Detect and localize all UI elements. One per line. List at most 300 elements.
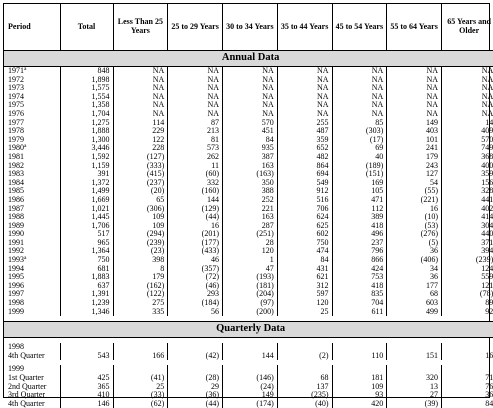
value-cell: (204) <box>223 290 278 299</box>
value-cell: NA <box>168 84 223 93</box>
period-label: 1993 <box>8 255 24 264</box>
value-cell: (201) <box>168 230 223 239</box>
col-header-45-54: 45 to 54 Years <box>332 4 387 51</box>
value-cell: 81 <box>168 136 223 145</box>
footnote-marker: a <box>24 255 26 261</box>
value-cell: 179 <box>387 153 442 162</box>
value-cell: 848 <box>60 67 113 76</box>
value-cell: 120 <box>223 247 278 256</box>
value-cell: NA <box>277 110 332 119</box>
value-cell: 65 <box>113 196 168 205</box>
value-cell: 169 <box>332 179 387 188</box>
table-row <box>4 247 493 256</box>
value-cell: (239) <box>442 256 493 265</box>
value-cell: 451 <box>223 127 278 136</box>
value-cell: 359 <box>277 136 332 145</box>
table-row <box>4 265 493 274</box>
value-cell: 16 <box>387 205 442 214</box>
header-row <box>4 4 493 51</box>
value-cell: 11 <box>168 162 223 171</box>
period-label: 1976 <box>8 109 24 118</box>
value-cell: (24) <box>223 383 278 392</box>
value-cell: NA <box>387 84 442 93</box>
value-cell: 704 <box>332 299 387 308</box>
value-cell: 85 <box>332 119 387 128</box>
value-cell: 122 <box>113 136 168 145</box>
value-cell: 359 <box>442 170 493 179</box>
value-cell: (415) <box>113 170 168 179</box>
value-cell: 559 <box>442 273 493 282</box>
value-cell: 410 <box>60 391 113 400</box>
value-cell: (221) <box>387 196 442 205</box>
value-cell: 440 <box>442 230 493 239</box>
value-cell: 14 <box>442 119 493 128</box>
value-cell: (23) <box>113 247 168 256</box>
value-cell: 1,358 <box>60 101 113 110</box>
value-cell: 753 <box>332 273 387 282</box>
table-row <box>4 282 493 291</box>
table-row <box>4 170 493 179</box>
value-cell: 602 <box>277 230 332 239</box>
value-cell: 25 <box>113 383 168 392</box>
value-cell: 1,445 <box>60 213 113 222</box>
table-row <box>4 93 493 102</box>
value-cell: NA <box>332 93 387 102</box>
table-row <box>4 136 493 145</box>
table-row <box>4 127 493 136</box>
value-cell: 368 <box>442 153 493 162</box>
value-cell: 16 <box>168 222 223 231</box>
period-label: 2nd Quarter <box>8 382 46 391</box>
value-cell: 84 <box>223 136 278 145</box>
value-cell: 597 <box>277 290 332 299</box>
value-cell: (62) <box>113 400 168 408</box>
value-cell: (46) <box>168 282 223 291</box>
value-cell: NA <box>442 84 493 93</box>
value-cell: 750 <box>277 239 332 248</box>
value-cell: (20) <box>113 187 168 196</box>
value-cell: NA <box>277 67 332 76</box>
value-cell: 1,372 <box>60 179 113 188</box>
value-cell: 151 <box>387 352 442 361</box>
value-cell: 1,364 <box>60 247 113 256</box>
period-label: 1992 <box>8 246 24 255</box>
period-label: 1996 <box>8 281 24 290</box>
value-cell: NA <box>387 110 442 119</box>
value-cell: (200) <box>223 308 278 317</box>
value-cell: (177) <box>168 239 223 248</box>
value-cell: (33) <box>113 391 168 400</box>
value-cell: 68 <box>277 374 332 383</box>
table-row <box>4 67 493 76</box>
value-cell: 625 <box>277 222 332 231</box>
value-cell: 543 <box>60 352 113 361</box>
homeownership-table <box>4 4 493 408</box>
value-cell: 866 <box>332 256 387 265</box>
value-cell: 1,346 <box>60 308 113 317</box>
value-cell: 409 <box>442 127 493 136</box>
period-label: 1973 <box>8 83 24 92</box>
footnote-marker: a <box>24 143 26 149</box>
value-cell: (237) <box>113 179 168 188</box>
value-cell: 1,883 <box>60 273 113 282</box>
value-cell: (2) <box>277 352 332 361</box>
value-cell: 418 <box>332 222 387 231</box>
value-cell: 68 <box>387 290 442 299</box>
value-cell: 36 <box>387 273 442 282</box>
col-header-25-29: 25 to 29 Years <box>168 4 223 51</box>
value-cell: 1,706 <box>60 222 113 231</box>
value-cell: 255 <box>277 119 332 128</box>
value-cell: NA <box>113 110 168 119</box>
value-cell: 241 <box>387 144 442 153</box>
value-cell: 403 <box>387 127 442 136</box>
period-label: 1990 <box>8 229 24 238</box>
value-cell: 87 <box>168 119 223 128</box>
value-cell: (10) <box>387 213 442 222</box>
table-row <box>4 383 493 392</box>
table-row <box>4 239 493 248</box>
value-cell: 499 <box>387 308 442 317</box>
col-header-65-plus: 65 Years and Older <box>442 4 493 51</box>
value-cell: 304 <box>442 222 493 231</box>
period-label: 1983 <box>8 169 24 178</box>
value-cell: (28) <box>168 374 223 383</box>
value-cell: (129) <box>168 205 223 214</box>
value-cell: 624 <box>277 213 332 222</box>
value-cell: 114 <box>113 119 168 128</box>
value-cell: (303) <box>332 127 387 136</box>
quarter-year-label: 1998 <box>4 343 60 352</box>
value-cell: 1,499 <box>60 187 113 196</box>
value-cell: 101 <box>387 136 442 145</box>
value-cell: 144 <box>168 196 223 205</box>
value-cell: 517 <box>60 230 113 239</box>
value-cell: (55) <box>387 187 442 196</box>
annual-section-title: Annual Data <box>4 51 493 67</box>
value-cell: NA <box>223 93 278 102</box>
value-cell: (60) <box>168 170 223 179</box>
value-cell: 46 <box>168 256 223 265</box>
table-row <box>4 400 493 408</box>
period-label: 1974 <box>8 92 24 101</box>
quarter-year-label: 1999 <box>4 365 60 374</box>
value-cell: 749 <box>442 144 493 153</box>
value-cell: (189) <box>332 162 387 171</box>
value-cell: NA <box>113 67 168 76</box>
value-cell: 1,592 <box>60 153 113 162</box>
value-cell: 1,300 <box>60 136 113 145</box>
col-header-55-64: 55 to 64 Years <box>387 4 442 51</box>
value-cell: (306) <box>113 205 168 214</box>
value-cell: NA <box>113 84 168 93</box>
value-cell: 146 <box>60 400 113 408</box>
value-cell: 293 <box>168 290 223 299</box>
table-row <box>4 119 493 128</box>
period-label: 1999 <box>8 307 24 316</box>
value-cell: (294) <box>113 230 168 239</box>
value-cell: 320 <box>387 374 442 383</box>
value-cell: NA <box>277 84 332 93</box>
table-row <box>4 352 493 361</box>
period-label: 1980 <box>8 143 24 152</box>
value-cell: 388 <box>223 187 278 196</box>
value-cell: 109 <box>113 222 168 231</box>
table-row <box>4 84 493 93</box>
value-cell: 228 <box>113 144 168 153</box>
value-cell: NA <box>332 84 387 93</box>
value-cell: 71 <box>442 374 493 383</box>
value-cell: 221 <box>223 205 278 214</box>
period-label: 1982 <box>8 161 24 170</box>
value-cell: 237 <box>332 239 387 248</box>
quarter-year-row <box>4 343 493 352</box>
value-cell: 394 <box>442 247 493 256</box>
period-label: 1991 <box>8 238 24 247</box>
table-row <box>4 153 493 162</box>
value-cell: NA <box>277 93 332 102</box>
value-cell: NA <box>332 76 387 85</box>
value-cell: 25 <box>277 308 332 317</box>
table-row <box>4 391 493 400</box>
period-label: 1977 <box>8 118 24 127</box>
value-cell: (181) <box>223 282 278 291</box>
period-label: 1986 <box>8 195 24 204</box>
value-cell: 149 <box>387 119 442 128</box>
table-row <box>4 299 493 308</box>
value-cell: 1,239 <box>60 299 113 308</box>
col-header-total: Total <box>60 4 113 51</box>
value-cell: 8 <box>113 265 168 274</box>
table-row <box>4 162 493 171</box>
value-cell: 144 <box>223 352 278 361</box>
value-cell: (44) <box>168 213 223 222</box>
value-cell: 420 <box>332 400 387 408</box>
value-cell: 92 <box>442 308 493 317</box>
value-cell: 127 <box>387 170 442 179</box>
value-cell: (5) <box>387 239 442 248</box>
value-cell: 109 <box>113 213 168 222</box>
period-label: 1971 <box>8 66 24 75</box>
value-cell: (433) <box>168 247 223 256</box>
period-label: 1988 <box>8 212 24 221</box>
value-cell: NA <box>113 101 168 110</box>
value-cell: (44) <box>168 400 223 408</box>
value-cell: (39) <box>387 400 442 408</box>
value-cell: 935 <box>223 144 278 153</box>
value-cell: 34 <box>387 265 442 274</box>
value-cell: 431 <box>277 265 332 274</box>
value-cell: (17) <box>332 136 387 145</box>
col-header-30-34: 30 to 34 Years <box>223 4 278 51</box>
value-cell: 1,391 <box>60 290 113 299</box>
value-cell: (162) <box>113 282 168 291</box>
value-cell: (127) <box>113 153 168 162</box>
value-cell: (357) <box>168 265 223 274</box>
value-cell: 835 <box>332 290 387 299</box>
value-cell: (151) <box>332 170 387 179</box>
value-cell: 328 <box>442 187 493 196</box>
value-cell: 496 <box>332 230 387 239</box>
value-cell: (276) <box>387 230 442 239</box>
value-cell: 40 <box>332 153 387 162</box>
value-cell: 109 <box>332 383 387 392</box>
value-cell: (235) <box>277 391 332 400</box>
value-cell: 124 <box>442 265 493 274</box>
annual-rows <box>4 67 493 322</box>
value-cell: 796 <box>332 247 387 256</box>
value-cell: 1,554 <box>60 93 113 102</box>
value-cell: 570 <box>442 136 493 145</box>
value-cell: (333) <box>113 162 168 171</box>
value-cell: NA <box>332 101 387 110</box>
period-cell <box>4 352 60 361</box>
value-cell: (239) <box>113 239 168 248</box>
value-cell: 36 <box>387 247 442 256</box>
period-label: 1985 <box>8 186 24 195</box>
value-cell: 163 <box>223 213 278 222</box>
col-header-35-44: 35 to 44 Years <box>277 4 332 51</box>
value-cell: 29 <box>168 383 223 392</box>
period-label: 1981 <box>8 152 24 161</box>
value-cell: 177 <box>387 282 442 291</box>
value-cell: 418 <box>332 282 387 291</box>
value-cell: NA <box>277 101 332 110</box>
value-cell: 573 <box>168 144 223 153</box>
value-cell: 121 <box>442 282 493 291</box>
value-cell: NA <box>168 101 223 110</box>
period-label: 1975 <box>8 100 24 109</box>
quarterly-section-title: Quarterly Data <box>4 322 493 338</box>
value-cell: 1,704 <box>60 110 113 119</box>
value-cell: 3,446 <box>60 144 113 153</box>
value-cell: 414 <box>442 213 493 222</box>
value-cell: 425 <box>60 374 113 383</box>
table-row <box>4 374 493 383</box>
value-cell: 400 <box>442 162 493 171</box>
value-cell: NA <box>168 110 223 119</box>
value-cell: 474 <box>277 247 332 256</box>
value-cell: 181 <box>332 374 387 383</box>
value-cell: 36 <box>442 391 493 400</box>
table-row <box>4 101 493 110</box>
period-label: 1979 <box>8 135 24 144</box>
value-cell: 163 <box>223 162 278 171</box>
value-cell: 681 <box>60 265 113 274</box>
value-cell: (163) <box>223 170 278 179</box>
value-cell: 912 <box>277 187 332 196</box>
value-cell: NA <box>168 93 223 102</box>
value-cell: 56 <box>168 308 223 317</box>
value-cell: NA <box>223 84 278 93</box>
table-row <box>4 230 493 239</box>
value-cell: 149 <box>223 391 278 400</box>
value-cell: 110 <box>332 352 387 361</box>
value-cell: 864 <box>277 162 332 171</box>
period-label: 1984 <box>8 178 24 187</box>
value-cell: NA <box>387 67 442 76</box>
value-cell: NA <box>277 76 332 85</box>
value-cell: 487 <box>277 127 332 136</box>
table-row <box>4 256 493 265</box>
period-cell <box>4 400 60 408</box>
value-cell: 1,575 <box>60 84 113 93</box>
value-cell: (406) <box>387 256 442 265</box>
value-cell: 1,669 <box>60 196 113 205</box>
value-cell: 389 <box>332 213 387 222</box>
value-cell: NA <box>442 110 493 119</box>
value-cell: 252 <box>223 196 278 205</box>
quarterly-rows <box>4 338 493 408</box>
value-cell: 287 <box>223 222 278 231</box>
value-cell: 84 <box>277 256 332 265</box>
value-cell: NA <box>168 67 223 76</box>
value-cell: (122) <box>113 290 168 299</box>
period-label: 1972 <box>8 75 24 84</box>
col-header-period: Period <box>4 4 60 51</box>
period-label: 3rd Quarter <box>8 390 45 399</box>
value-cell: NA <box>223 67 278 76</box>
value-cell: 84 <box>442 400 493 408</box>
value-cell: (193) <box>223 273 278 282</box>
value-cell: 637 <box>60 282 113 291</box>
value-cell: (97) <box>223 299 278 308</box>
value-cell: (36) <box>168 391 223 400</box>
value-cell: 262 <box>168 153 223 162</box>
value-cell: 76 <box>442 383 493 392</box>
value-cell: NA <box>442 76 493 85</box>
value-cell: 482 <box>277 153 332 162</box>
value-cell: (146) <box>223 374 278 383</box>
period-label: 1st Quarter <box>8 373 44 382</box>
period-label: 1998 <box>8 298 24 307</box>
value-cell: (184) <box>168 299 223 308</box>
value-cell: 275 <box>113 299 168 308</box>
value-cell: 471 <box>332 196 387 205</box>
value-cell: 27 <box>387 391 442 400</box>
table-row <box>4 273 493 282</box>
value-cell: 112 <box>332 205 387 214</box>
value-cell: 611 <box>332 308 387 317</box>
value-cell: 335 <box>113 308 168 317</box>
value-cell: 69 <box>332 144 387 153</box>
table-row <box>4 222 493 231</box>
value-cell: 694 <box>277 170 332 179</box>
period-cell <box>4 308 60 317</box>
value-cell: (53) <box>387 222 442 231</box>
value-cell: NA <box>168 76 223 85</box>
value-cell: 424 <box>332 265 387 274</box>
table-row <box>4 76 493 85</box>
value-cell: 47 <box>223 265 278 274</box>
value-cell: 1,159 <box>60 162 113 171</box>
value-cell: NA <box>223 110 278 119</box>
value-cell: 312 <box>277 282 332 291</box>
value-cell: 371 <box>442 239 493 248</box>
value-cell: 213 <box>168 127 223 136</box>
value-cell: 441 <box>442 196 493 205</box>
data-table-frame <box>3 3 490 398</box>
col-header-under-25: Less Than 25 Years <box>113 4 168 51</box>
table-row <box>4 213 493 222</box>
value-cell: 1,898 <box>60 76 113 85</box>
value-cell: 1,021 <box>60 205 113 214</box>
quarter-year-row <box>4 365 493 374</box>
value-cell: 156 <box>442 179 493 188</box>
table-row <box>4 205 493 214</box>
table-row <box>4 110 493 119</box>
value-cell: (72) <box>168 273 223 282</box>
